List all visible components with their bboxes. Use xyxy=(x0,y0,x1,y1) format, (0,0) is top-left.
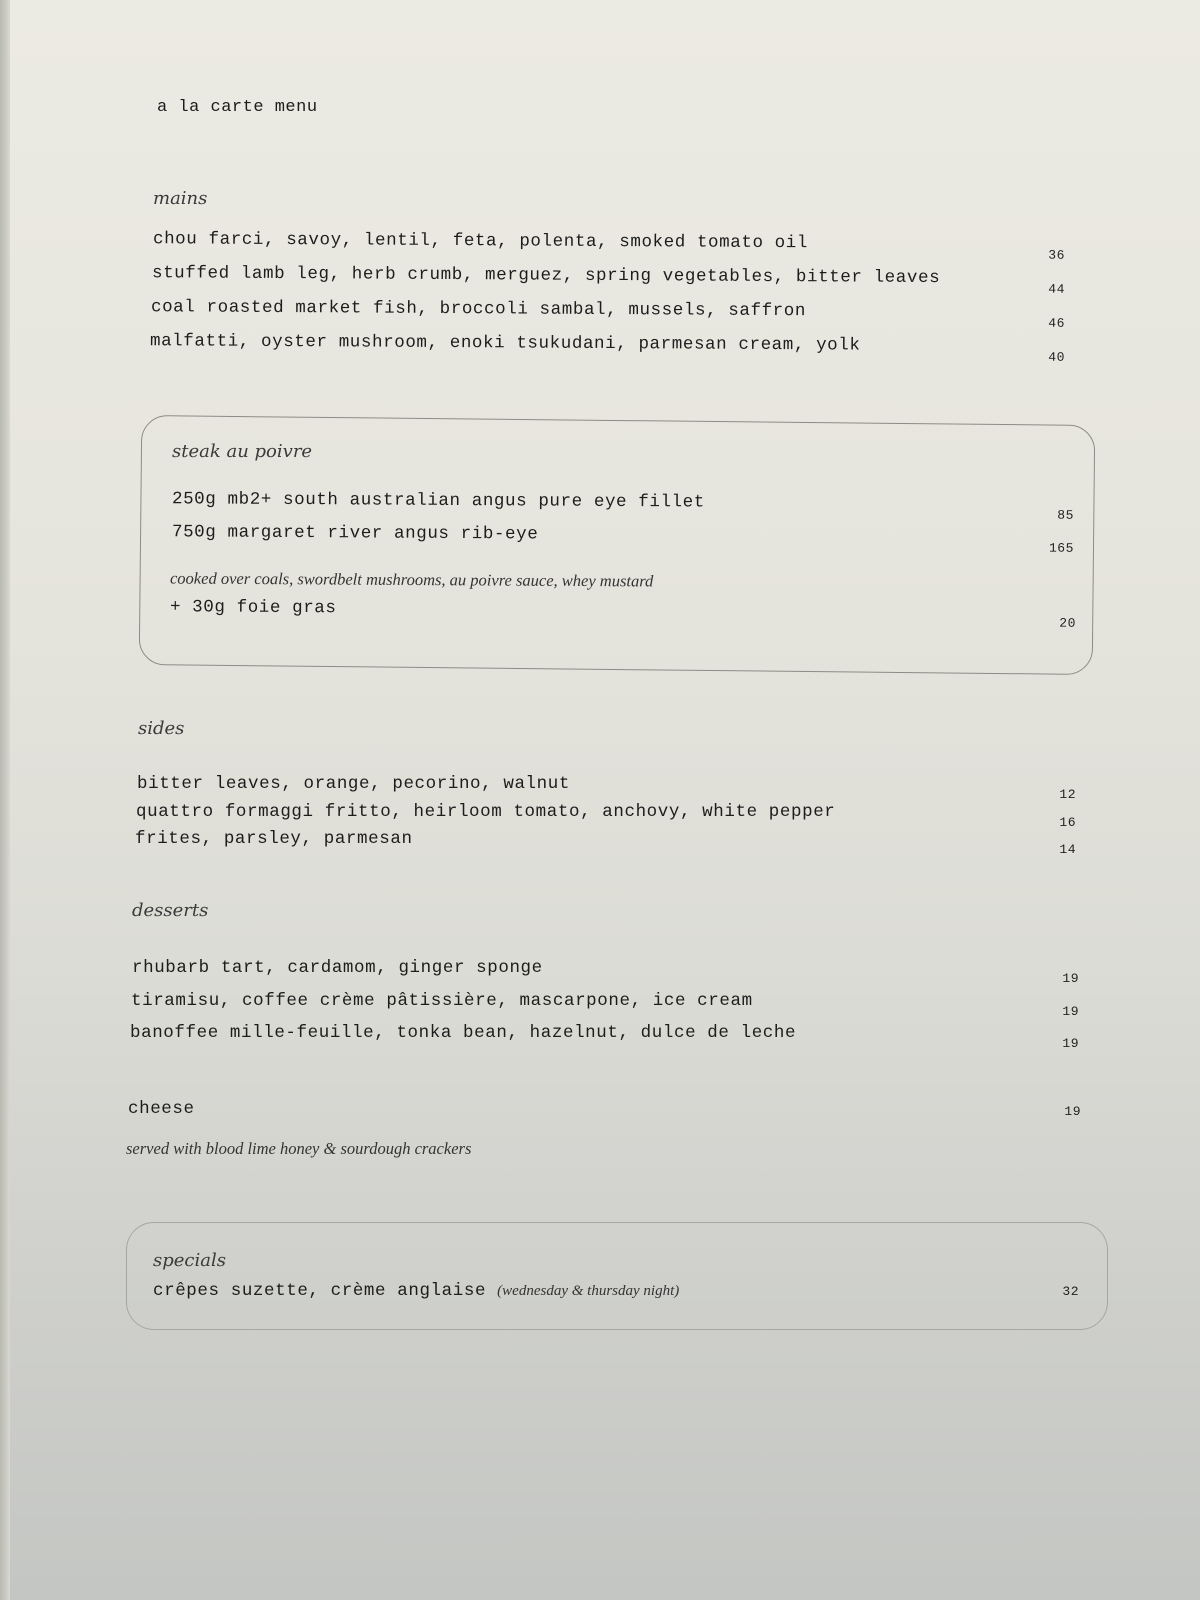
menu-item-price: 40 xyxy=(1048,349,1065,365)
menu-item-name: rhubarb tart, cardamom, ginger sponge xyxy=(132,958,543,978)
menu-item-name: frites, parsley, parmesan xyxy=(135,829,413,849)
specials-box xyxy=(126,1222,1108,1330)
mains-heading: mains xyxy=(153,188,208,209)
menu-item-price: 20 xyxy=(1059,615,1076,631)
menu-item xyxy=(130,1023,1079,1051)
menu-item-price: 19 xyxy=(1062,1004,1079,1019)
menu-item-price: 44 xyxy=(1048,281,1065,297)
sides-heading: sides xyxy=(138,718,185,739)
menu-item-name: 750g margaret river angus rib-eye xyxy=(171,522,539,545)
specials-heading: specials xyxy=(153,1250,226,1271)
menu-item-name: chou farci, savoy, lentil, feta, polenta, smoked tomato oil xyxy=(152,229,809,254)
specials-item-text xyxy=(153,1281,679,1301)
menu-item xyxy=(137,774,1076,802)
menu-item-name: tiramisu, coffee crème pâtissière, mascarpone, ice cream xyxy=(131,991,753,1011)
menu-item-name: cheese xyxy=(128,1099,195,1119)
menu-item-name: banoffee mille-feuille, tonka bean, hazelnut, dulce de leche xyxy=(130,1023,797,1043)
menu-item-price: 46 xyxy=(1048,315,1065,331)
menu-item-name: coal roasted market fish, broccoli sambal, mussels, saffron xyxy=(150,297,807,322)
menu-item xyxy=(131,991,1079,1019)
menu-item-price: 19 xyxy=(1062,1036,1079,1051)
menu-item-price: 19 xyxy=(1062,971,1079,986)
steak-heading: steak au poivre xyxy=(172,441,313,462)
menu-item-price: 36 xyxy=(1048,247,1065,263)
menu-item xyxy=(153,1281,1079,1301)
menu-item xyxy=(149,331,1065,365)
menu-item-name: bitter leaves, orange, pecorino, walnut xyxy=(137,774,570,794)
menu-item xyxy=(132,958,1079,986)
menu-item xyxy=(128,1099,1081,1119)
desserts-heading: desserts xyxy=(132,900,209,921)
steak-note: cooked over coals, swordbelt mushrooms, au poivre sauce, whey mustard xyxy=(169,568,654,591)
menu-item-price: 14 xyxy=(1059,842,1076,857)
menu-item-price: 165 xyxy=(1048,540,1074,556)
specials-item-name: crêpes suzette, crème anglaise xyxy=(153,1281,487,1301)
cheese-note: served with blood lime honey & sourdough crackers xyxy=(126,1139,472,1158)
menu-item-price: 16 xyxy=(1059,815,1076,830)
menu-item xyxy=(150,297,1065,331)
menu-item xyxy=(136,802,1076,830)
menu-item-name: quattro formaggi fritto, heirloom tomato, anchovy, white pepper xyxy=(136,802,836,822)
menu-title: a la carte menu xyxy=(157,98,318,117)
menu-item-name: 250g mb2+ south australian angus pure eye fillet xyxy=(171,489,705,513)
menu-item-price: 32 xyxy=(1062,1284,1079,1299)
menu-item xyxy=(152,229,1065,263)
menu-item xyxy=(135,829,1076,857)
menu-item-price: 85 xyxy=(1057,507,1074,523)
menu-item-price: 19 xyxy=(1064,1104,1081,1119)
menu-item xyxy=(151,263,1065,297)
menu-item-price: 12 xyxy=(1059,787,1076,802)
specials-item-note: (wednesday & thursday night) xyxy=(497,1283,680,1299)
menu-item-name: malfatti, oyster mushroom, enoki tsukudani, parmesan cream, yolk xyxy=(149,331,861,356)
menu-item-name: stuffed lamb leg, herb crumb, merguez, spring vegetables, bitter leaves xyxy=(151,263,941,289)
menu-item-name: + 30g foie gras xyxy=(169,597,337,619)
